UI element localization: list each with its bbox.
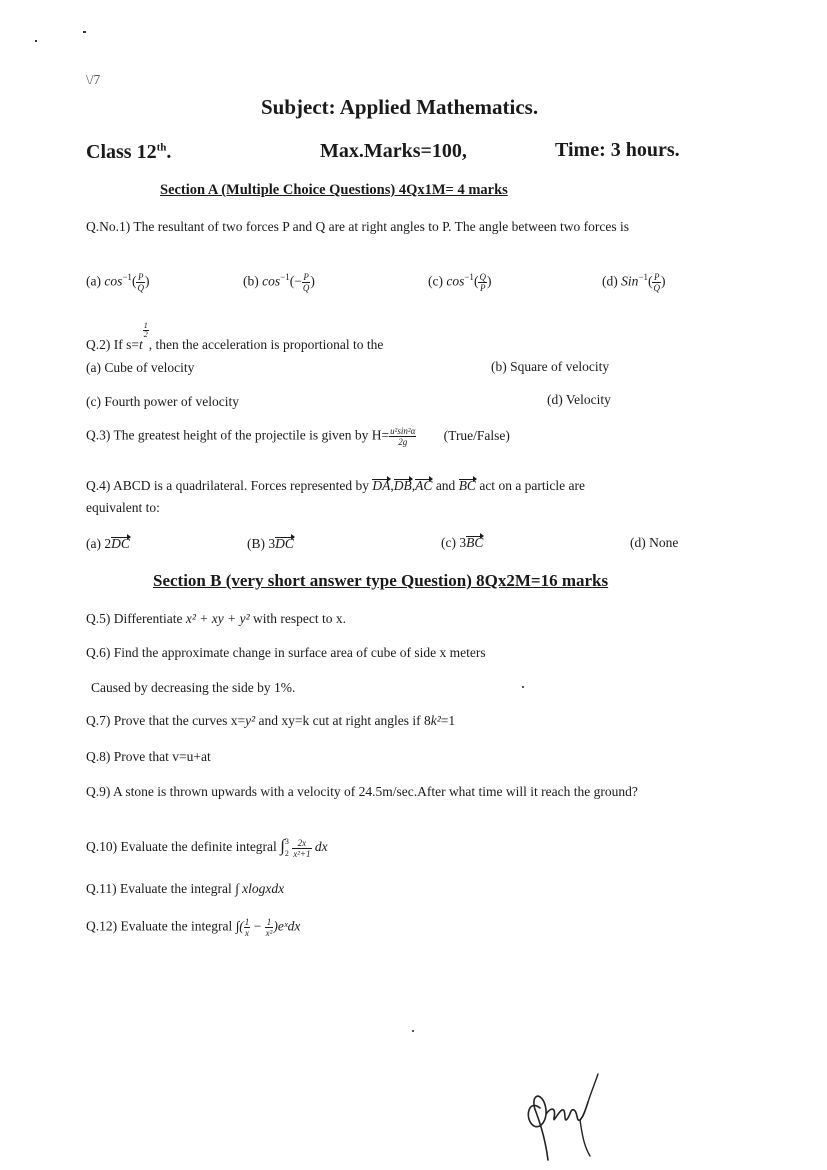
scan-speck <box>412 1030 414 1032</box>
q2-option-d: (d) Velocity <box>547 392 611 407</box>
scan-speck <box>522 686 524 688</box>
question-8-text: Q.8) Prove that v=u+at <box>86 749 211 764</box>
question-12-text: Q.12) Evaluate the integral ∫( $\frac{1}{x}$ − $\frac{1}{\text{x²}}$ )eˣdx <box>86 917 301 938</box>
q4-option-b: (B) 3DC <box>247 536 294 551</box>
q4-option-a: (a) 2DC <box>86 536 130 551</box>
q4-option-d: (d) None <box>630 535 679 550</box>
q2-option-a: (a) Cube of velocity <box>86 360 195 375</box>
class-label: Class 12th. <box>86 141 172 163</box>
page-title: Subject: Applied Mathematics. <box>261 95 539 119</box>
q1-option-c: (c) $\cos^{-1}$( $\frac{Q}{P}$ ) <box>428 272 492 293</box>
question-5-text: Q.5) Differentiate x² + xy + y² with respect to x. <box>86 611 346 626</box>
question-3-text: Q.3) The greatest height of the projectile is given by H= $\frac{\text{u²sin²α}}{2g}$ (True/False) <box>86 426 510 447</box>
question-6-continued: Caused by decreasing the side by 1%. <box>91 680 296 695</box>
section-b-heading: Section B (very short answer type Question) 8Qx2M=16 marks <box>153 571 609 590</box>
max-marks: Max.Marks=100, <box>320 140 467 162</box>
question-10-text: Q.10) Evaluate the definite integral ∫ 3 2 $\frac{2x}{\text{x²+1}}$ dx <box>86 836 328 859</box>
question-2-text: Q.2) If s=t $\frac{1}{2}$ , then the acceleration is proportional to the <box>86 321 384 352</box>
question-1-text: Q.No.1) The resultant of two forces P and Q are at right angles to P. The angle between two forces is <box>86 219 629 234</box>
section-a-heading: Section A (Multiple Choice Questions) 4Qx1M= 4 marks <box>160 182 508 198</box>
question-4-continued: equivalent to: <box>86 500 160 515</box>
question-7-text: Q.7) Prove that the curves x=y² and xy=k cut at right angles if 8k²=1 <box>86 713 456 728</box>
page-mark: \/7 <box>86 72 101 87</box>
scan-speck <box>35 40 37 42</box>
q2-option-b: (b) Square of velocity <box>491 359 610 374</box>
question-4-text: Q.4) ABCD is a quadrilateral. Forces represented by DA,DB,AC and BC act on a particle are <box>86 478 586 493</box>
q4-option-c: (c) 3BC <box>441 535 484 550</box>
q1-option-a: (a) $\cos^{-1}$( $\frac{P}{Q}$ ) <box>86 272 150 293</box>
q1-option-d: (d) Sin$^{-1}$( $\frac{P}{Q}$ ) <box>602 272 666 293</box>
time-allowed: Time: 3 hours. <box>555 139 680 161</box>
q2-option-c: (c) Fourth power of velocity <box>86 394 239 409</box>
question-6-text: Q.6) Find the approximate change in surface area of cube of side x meters <box>86 645 486 660</box>
question-11-text: Q.11) Evaluate the integral ∫ xlogxdx <box>86 881 285 896</box>
signature <box>520 1068 610 1166</box>
scan-speck <box>83 31 86 33</box>
q1-option-b: (b) $\cos^{-1}(-$ $\frac{P}{Q}$ ) <box>243 272 315 293</box>
question-9-text: Q.9) A stone is thrown upwards with a velocity of 24.5m/sec.After what time will it reach the ground? <box>86 784 638 799</box>
